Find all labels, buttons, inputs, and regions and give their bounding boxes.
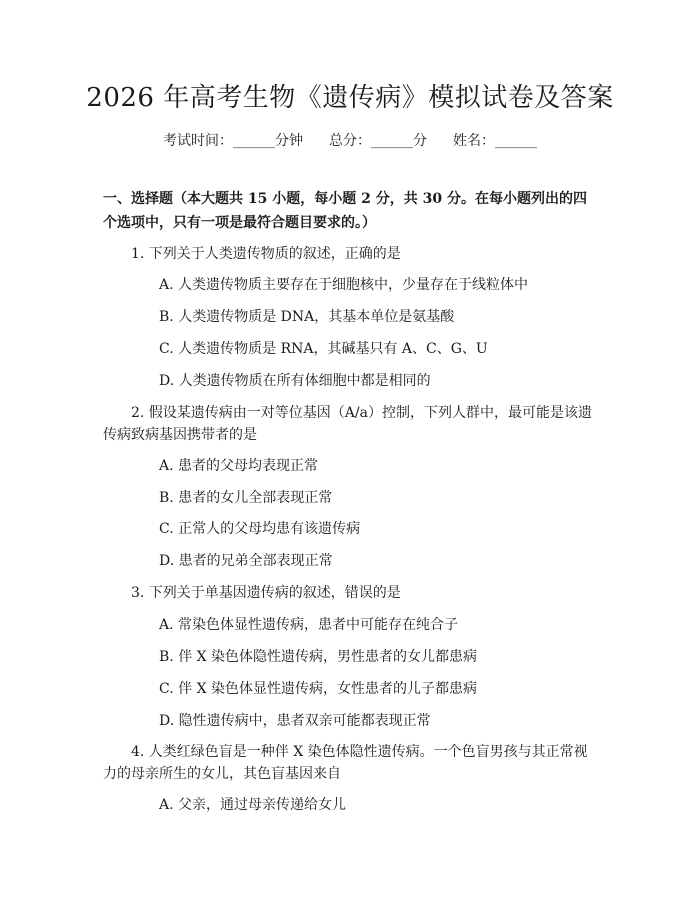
exam-meta xyxy=(0,131,700,151)
question-4-stem: 4. 人类红绿色盲是一种伴 X 染色体隐性遗传病。一个色盲男孩与其正常视力的母亲所生的女儿，其色盲基因来自 xyxy=(103,744,588,782)
exam-time-field: 考试时间：______分钟 xyxy=(163,133,303,149)
question-3-option-d: D. 隐性遗传病中，患者双亲可能都表现正常 xyxy=(159,713,431,729)
question-3-option-b: B. 伴 X 染色体隐性遗传病，男性患者的女儿都患病 xyxy=(159,649,478,665)
question-1-option-b: B. 人类遗传物质是 DNA，其基本单位是氨基酸 xyxy=(159,309,455,325)
question-2-option-a: A. 患者的父母均表现正常 xyxy=(159,458,319,474)
question-1-option-d: D. 人类遗传物质在所有体细胞中都是相同的 xyxy=(159,373,431,389)
question-3-option-a: A. 常染色体显性遗传病，患者中可能存在纯合子 xyxy=(159,617,459,633)
question-2-stem: 2. 假设某遗传病由一对等位基因（A/a）控制，下列人群中，最可能是该遗传病致病基因携带者的是 xyxy=(103,405,592,443)
question-2-option-d: D. 患者的兄弟全部表现正常 xyxy=(159,553,333,569)
question-3-stem: 3. 下列关于单基因遗传病的叙述，错误的是 xyxy=(131,585,401,601)
name-field: 姓名：______ xyxy=(453,133,537,149)
question-2-option-c: C. 正常人的父母均患有该遗传病 xyxy=(159,521,361,537)
section-heading-choice: 一、选择题（本大题共 15 小题，每小题 2 分，共 30 分。在每小题列出的四个选项中，只有一项是最符合题目要求的。） xyxy=(103,191,587,231)
question-3-option-c: C. 伴 X 染色体显性遗传病，女性患者的儿子都患病 xyxy=(159,681,477,697)
question-4-option-a: A. 父亲，通过母亲传递给女儿 xyxy=(159,797,347,813)
question-1-stem: 1. 下列关于人类遗传物质的叙述，正确的是 xyxy=(131,246,401,262)
question-2-option-b: B. 患者的女儿全部表现正常 xyxy=(159,490,333,506)
page-title: 2026 年高考生物《遗传病》模拟试卷及答案 xyxy=(86,83,614,113)
question-1-option-c: C. 人类遗传物质是 RNA，其碱基只有 A、C、G、U xyxy=(159,341,488,357)
total-score-field: 总分：______分 xyxy=(329,133,427,149)
question-1-option-a: A. 人类遗传物质主要存在于细胞核中，少量存在于线粒体中 xyxy=(159,277,529,293)
